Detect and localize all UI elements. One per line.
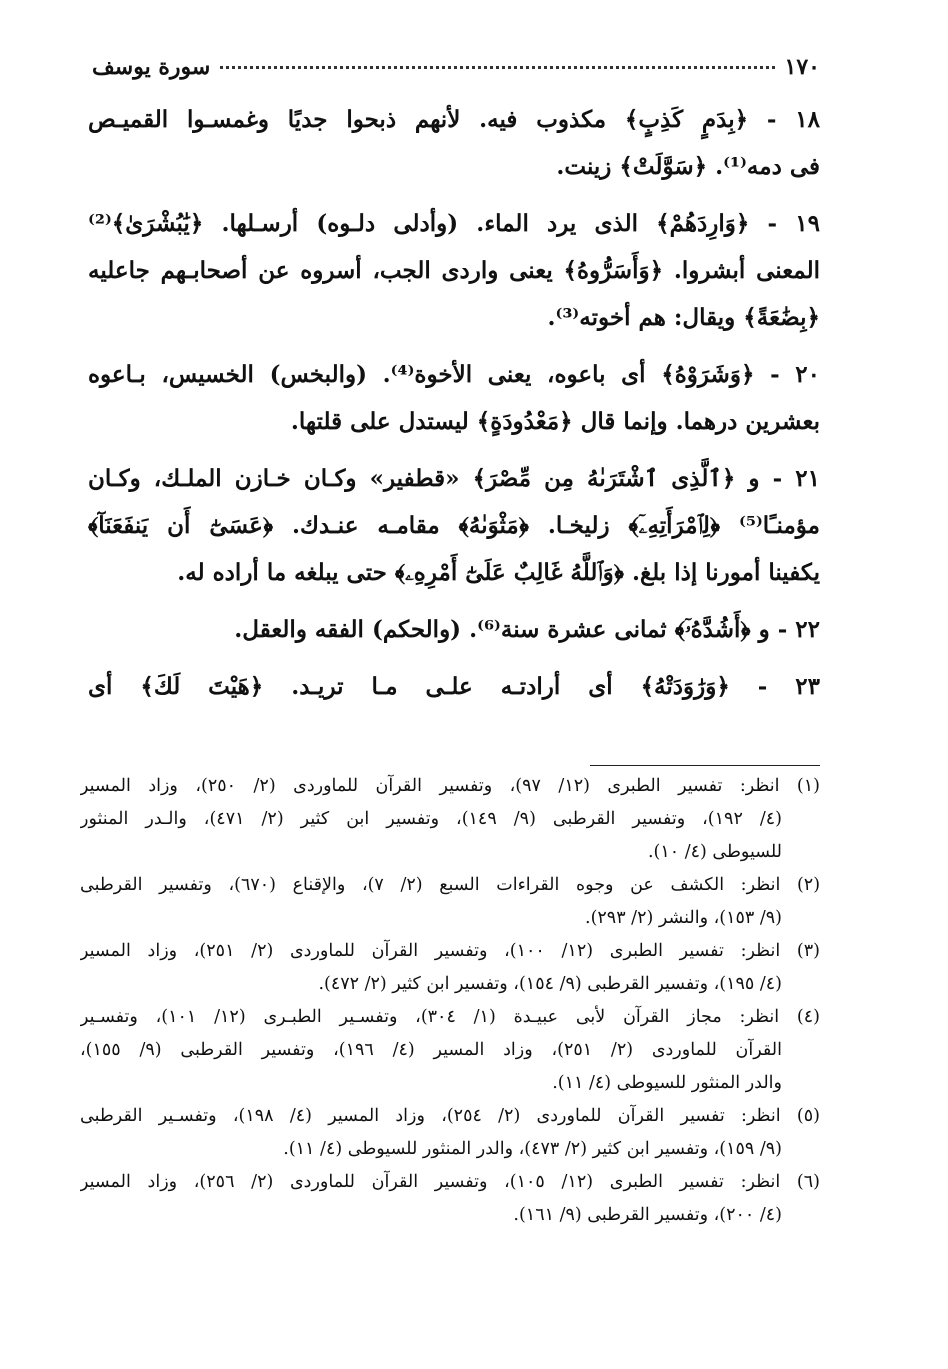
footnote-line: (٤) انظر: مجاز القرآن لأبى عبيـدة (١/ ٣٠٤)، وتفسـير الطبـرى (١٢/ ١٠١)، وتفسـير <box>80 1007 820 1027</box>
footnote-6 <box>80 1166 820 1232</box>
verse-note-21 <box>88 455 820 596</box>
footnote-line: (٩/ ١٥٣)، والنشر (٢/ ٢٩٣). <box>585 908 782 928</box>
footnote-line: (٤/ ١٩٢)، وتفسير القرطبى (٩/ ١٤٩)، وتفسير ابن كثير (٢/ ٤٧١)، والـدر المنثور <box>80 809 782 829</box>
footnote-line: (٦) انظر: تفسير الطبرى (١٢/ ١٠٥)، وتفسير القرآن للماوردى (٢/ ٢٥٦)، وزاد المسير <box>80 1172 820 1192</box>
text-line: ﴿بِضَٰعَةً﴾ ويقال: هم أخوته⁽³⁾. <box>547 304 820 331</box>
verse-note-19 <box>88 200 820 341</box>
text-line: مؤمنـًا⁽⁵⁾ ﴿لِٱمْرَأَتِهِۦٓ﴾ زليخـا. ﴿مَثْوَىٰهُ﴾ مقامـه عنـدك. ﴿عَسَىٰٓ أَن يَنفَعَنَآ﴾ <box>88 512 820 539</box>
verse-note-22 <box>88 606 820 653</box>
text-line: ١٩ - ﴿وَارِدَهُمْ﴾ الذى يرد الماء. (وأدلى دلـوه) أرسـلها. ﴿يَٰبُشْرَىٰ﴾⁽²⁾ <box>88 210 820 237</box>
footnote-line: (٤/ ١٩٥)، وتفسير القرطبى (٩/ ١٥٤)، وتفسير ابن كثير (٢/ ٤٧٢). <box>318 974 782 994</box>
footnote-line: للسيوطى (٤/ ١٠). <box>647 842 782 862</box>
footnote-line: (٢) انظر: الكشف عن وجوه القراءات السبع (٢/ ٧)، والإقناع (٦٧٠)، وتفسير القرطبى <box>80 875 820 895</box>
footnote-line: (٤/ ٢٠٠)، وتفسير القرطبى (٩/ ١٦١). <box>513 1205 782 1225</box>
footnote-line: (٣) انظر: تفسير الطبرى (١٢/ ١٠٠)، وتفسير القرآن للماوردى (٢/ ٢٥١)، وزاد المسير <box>80 941 820 961</box>
footnote-1 <box>80 770 820 869</box>
text-line: فى دمه⁽¹⁾. ﴿سَوَّلَتْ﴾ زينت. <box>556 153 820 180</box>
page-number: ١٧٠ <box>784 54 820 80</box>
footnote-line: (١) انظر: تفسير الطبرى (١٢/ ٩٧)، وتفسير القرآن للماوردى (٢/ ٢٥٠)، وزاد المسير <box>80 776 820 796</box>
footnote-divider <box>590 765 820 766</box>
footnote-line: القرآن للماوردى (٢/ ٢٥١)، وزاد المسير (٤/ ١٩٦)، وتفسير القرطبى (٩/ ١٥٥)، <box>80 1040 782 1060</box>
header-dotted-leader <box>220 66 774 69</box>
footnote-line: والدر المنثور للسيوطى (٤/ ١١). <box>552 1073 782 1093</box>
text-line: ٢١ - و ﴿ٱلَّذِى ٱشْتَرَىٰهُ مِن مِّصْرَ﴾ «قطفير» وكـان خـازن الملـك، وكـان <box>88 465 820 492</box>
footnote-line: (٩/ ١٥٩)، وتفسير ابن كثير (٢/ ٤٧٣)، والدر المنثور للسيوطى (٤/ ١١). <box>283 1139 782 1159</box>
footnotes <box>80 770 820 1232</box>
footnote-3 <box>80 935 820 1001</box>
text-line: ٢٠ - ﴿وَشَرَوْهُ﴾ أى باعوه، يعنى الأخوة⁽⁴⁾. (والبخس) الخسيس، بـاعوه <box>88 361 820 388</box>
footnote-5 <box>80 1100 820 1166</box>
text-line: المعنى أبشروا. ﴿وَأَسَرُّوهُ﴾ يعنى واردى الجب، أسروه عن أصحابـهم جاعليه <box>88 257 820 284</box>
text-line: بعشرين درهما. وإنما قال ﴿مَعْدُودَةٍ﴾ ليستدل على قلتها. <box>290 408 820 435</box>
verse-note-18 <box>88 96 820 190</box>
footnote-4 <box>80 1001 820 1100</box>
text-line: يكفينا أمورنا إذا بلغ. ﴿وَٱللَّهُ غَالِبٌ عَلَىٰٓ أَمْرِهِۦ﴾ حتى يبلغه ما أراده له. <box>177 559 820 586</box>
text-line: ١٨ - ﴿بِدَمٍ كَذِبٍ﴾ مكذوب فيه. لأنهم ذبحوا جديًا وغمسـوا القميـص <box>88 106 820 133</box>
footnote-2 <box>80 869 820 935</box>
main-text <box>88 96 820 720</box>
page-header <box>92 50 820 84</box>
text-line: ٢٢ - و ﴿أَشُدَّهُۥٓ﴾ ثمانى عشرة سنة⁽⁶⁾. (والحكم) الفقه والعقل. <box>234 616 820 643</box>
footnote-line: (٥) انظر: تفسير القرآن للماوردى (٢/ ٢٥٤)، وزاد المسير (٤/ ١٩٨)، وتفسـير القرطبى <box>80 1106 820 1126</box>
surah-title: سورة يوسف <box>92 54 211 80</box>
verse-note-20 <box>88 351 820 445</box>
verse-note-23 <box>88 663 820 710</box>
text-line: ٢٣ - ﴿وَرَٰوَدَتْهُ﴾ أى أرادتـه علـى مـا تريـد. ﴿هَيْتَ لَكَ﴾ أى <box>88 673 820 700</box>
